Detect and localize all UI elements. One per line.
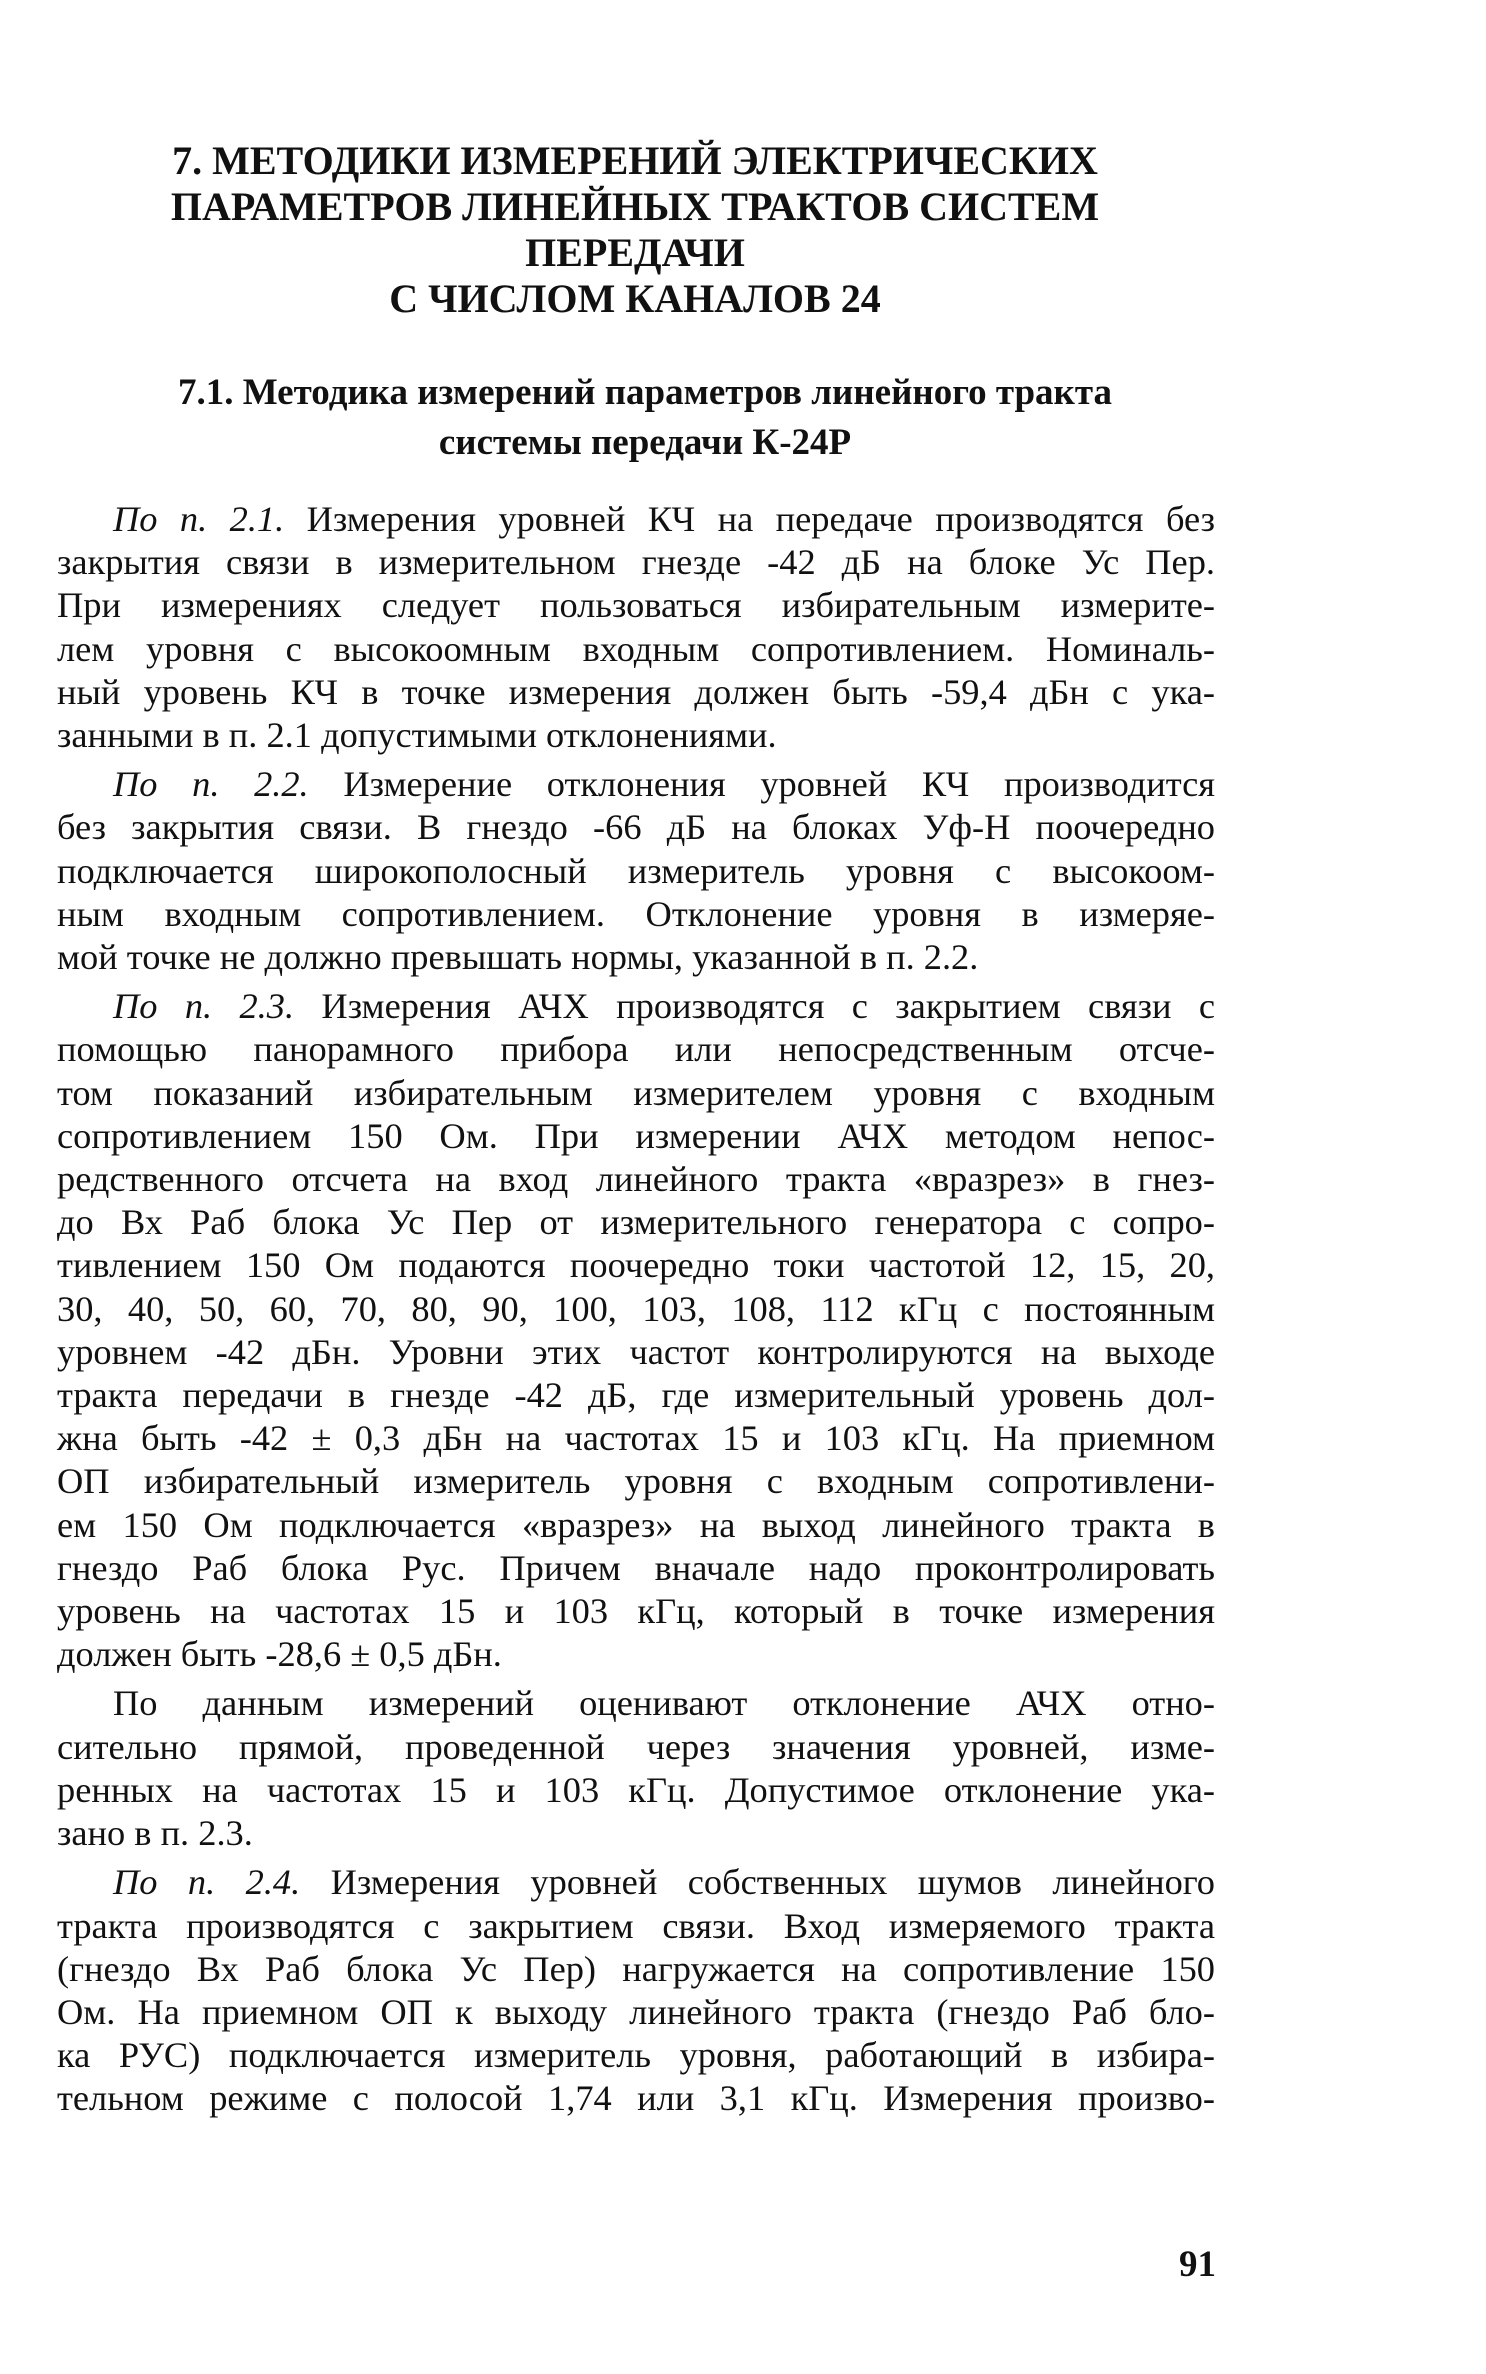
text-line <box>57 498 1215 541</box>
line-text: помощью панорамного прибора или непосредственным отсче- <box>57 1029 1215 1070</box>
text-line <box>57 850 1215 893</box>
text-line <box>57 714 1215 757</box>
line-text: сопротивлением 150 Ом. При измерении АЧХ методом непос- <box>57 1115 1215 1156</box>
chapter-title-line: С ЧИСЛОМ КАНАЛОВ 24 <box>389 276 881 321</box>
text-line <box>57 1861 1215 1904</box>
text-line <box>57 1769 1215 1812</box>
page-number: 91 <box>1179 2244 1216 2285</box>
text-line <box>57 1905 1215 1948</box>
paragraph <box>57 985 1215 1676</box>
line-text: тракта передачи в гнезде -42 дБ, где измерительный уровень дол- <box>57 1375 1215 1416</box>
paragraph <box>57 1682 1215 1855</box>
section-title <box>90 368 1200 468</box>
text-line <box>57 541 1215 584</box>
line-text: (гнездо Вх Раб блока Ус Пер) нагружается на сопротивление 150 <box>57 1948 1215 1989</box>
line-text: лем уровня с высокоомным входным сопротивлением. Номиналь- <box>57 628 1215 669</box>
line-text: занными в п. 2.1 допустимыми отклонениями. <box>57 715 777 756</box>
line-text: ка РУС) подключается измеритель уровня, работающий в избира- <box>57 2035 1215 2076</box>
text-line <box>57 1201 1215 1244</box>
text-line <box>57 1633 1215 1676</box>
line-text: гнездо Раб блока Рус. Причем вначале надо проконтролировать <box>57 1547 1215 1588</box>
line-text: Ом. На приемном ОП к выходу линейного тракта (гнездо Раб бло- <box>57 1991 1215 2032</box>
line-text: Измерение отклонения уровней КЧ производится <box>308 764 1215 805</box>
text-line <box>57 985 1215 1028</box>
clause-reference: По п. 2.1. <box>113 499 285 539</box>
text-line <box>57 1812 1215 1855</box>
text-line <box>57 1590 1215 1633</box>
line-text: ем 150 Ом подключается «вразрез» на выход линейного тракта в <box>57 1504 1215 1545</box>
text-line <box>57 1331 1215 1374</box>
text-line <box>57 1028 1215 1071</box>
clause-reference: По п. 2.4. <box>113 1862 301 1903</box>
body-text <box>57 498 1215 2121</box>
line-text: закрытия связи в измерительном гнезде -42 дБ на блоке Ус Пер. <box>57 542 1215 583</box>
line-text: редственного отсчета на вход линейного тракта «вразрез» в гнез- <box>57 1159 1215 1200</box>
line-text: без закрытия связи. В гнездо -66 дБ на блоках Уф-Н поочередно <box>57 807 1215 848</box>
line-text: должен быть -28,6 ± 0,5 дБн. <box>57 1634 502 1675</box>
text-line <box>57 1726 1215 1769</box>
text-line <box>57 893 1215 936</box>
text-line <box>57 806 1215 849</box>
chapter-title-line: ПАРАМЕТРОВ ЛИНЕЙНЫХ ТРАКТОВ СИСТЕМ ПЕРЕДАЧИ <box>170 184 1100 275</box>
line-text: ным входным сопротивлением. Отклонение уровня в измеряе- <box>57 893 1215 934</box>
text-line <box>57 1460 1215 1503</box>
line-text: уровнем -42 дБн. Уровни этих частот контролируются на выходе <box>57 1331 1215 1372</box>
line-text: тракта производятся с закрытием связи. Вход измеряемого тракта <box>57 1905 1215 1946</box>
clause-reference: По п. 2.3. <box>113 986 295 1027</box>
line-text: жна быть -42 ± 0,3 дБн на частотах 15 и 103 кГц. На приемном <box>57 1418 1215 1459</box>
section-title-line: системы передачи К-24Р <box>438 422 852 463</box>
text-line <box>57 2077 1215 2120</box>
chapter-title-line: 7. МЕТОДИКИ ИЗМЕРЕНИЙ ЭЛЕКТРИЧЕСКИХ <box>172 138 1098 183</box>
clause-reference: По п. 2.2. <box>113 764 309 805</box>
section-title-line: 7.1. Методика измерений параметров линейного тракта <box>177 372 1113 413</box>
text-line <box>57 1948 1215 1991</box>
line-text: тивлением 150 Ом подаются поочередно токи частотой 12, 15, 20, <box>57 1245 1215 1286</box>
text-line <box>57 1547 1215 1590</box>
paragraph <box>57 1861 1215 2120</box>
line-text: сительно прямой, проведенной через значения уровней, изме- <box>57 1726 1215 1767</box>
line-text: ОП избирательный измеритель уровня с входным сопротивлени- <box>57 1461 1215 1502</box>
text-line <box>57 1374 1215 1417</box>
text-line <box>57 628 1215 671</box>
line-text: до Вх Раб блока Ус Пер от измерительного генератора с сопро- <box>57 1202 1215 1243</box>
text-line <box>57 671 1215 714</box>
chapter-title <box>60 138 1210 322</box>
text-line <box>57 936 1215 979</box>
text-line <box>57 763 1215 806</box>
line-text: ный уровень КЧ в точке измерения должен быть -59,4 дБн с ука- <box>57 671 1215 712</box>
text-line <box>57 1072 1215 1115</box>
line-text: 30, 40, 50, 60, 70, 80, 90, 100, 103, 108, 112 кГц с постоянным <box>57 1288 1215 1329</box>
line-text: При измерениях следует пользоваться избирательным измерите- <box>57 585 1215 626</box>
text-line <box>57 584 1215 627</box>
line-text: Измерения уровней собственных шумов линейного <box>300 1862 1215 1903</box>
text-line <box>57 1115 1215 1158</box>
line-text: Измерения АЧХ производятся с закрытием связи с <box>294 986 1215 1027</box>
text-line <box>57 1991 1215 2034</box>
paragraph <box>57 498 1215 757</box>
text-line <box>57 1417 1215 1460</box>
line-text: подключается широкополосный измеритель уровня с высокоом- <box>57 850 1215 891</box>
line-text: том показаний избирательным измерителем уровня с входным <box>57 1072 1215 1113</box>
text-line <box>57 1682 1215 1725</box>
line-text: зано в п. 2.3. <box>57 1813 253 1854</box>
line-text: По данным измерений оценивают отклонение АЧХ отно- <box>113 1683 1215 1724</box>
paragraph <box>57 763 1215 979</box>
line-text: ренных на частотах 15 и 103 кГц. Допустимое отклонение ука- <box>57 1769 1215 1810</box>
text-line <box>57 2034 1215 2077</box>
text-line <box>57 1288 1215 1331</box>
line-text: Измерения уровней КЧ на передаче производятся без <box>284 499 1215 539</box>
text-line <box>57 1244 1215 1287</box>
line-text: уровень на частотах 15 и 103 кГц, который в точке измерения <box>57 1591 1215 1632</box>
text-line <box>57 1158 1215 1201</box>
text-line <box>57 1504 1215 1547</box>
line-text: мой точке не должно превышать нормы, указанной в п. 2.2. <box>57 937 979 978</box>
line-text: тельном режиме с полосой 1,74 или 3,1 кГц. Измерения произво- <box>57 2078 1215 2119</box>
